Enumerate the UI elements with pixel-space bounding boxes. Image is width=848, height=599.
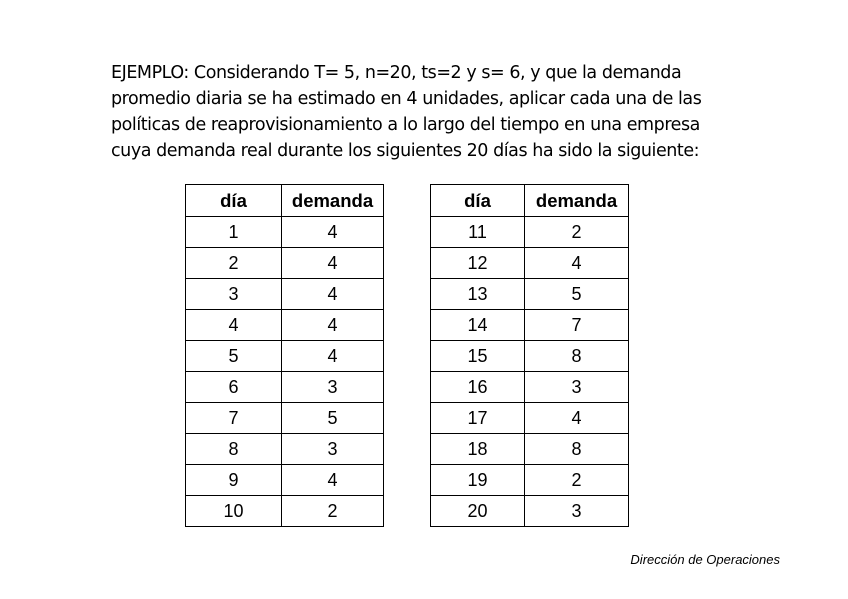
day-cell: 5 [186, 341, 282, 372]
demand-cell: 4 [282, 465, 384, 496]
table-row [186, 465, 384, 496]
demand-cell: 3 [282, 372, 384, 403]
table-row [431, 341, 629, 372]
demand-cell: 8 [525, 341, 629, 372]
statement-line: promedio diaria se ha estimado en 4 unidades, aplicar cada una de las [111, 89, 702, 109]
statement-line: cuya demanda real durante los siguientes 20 días ha sido la siguiente: [111, 141, 700, 161]
table-row [431, 434, 629, 465]
table-row [431, 217, 629, 248]
demand-cell: 8 [525, 434, 629, 465]
table-row [186, 248, 384, 279]
day-cell: 2 [186, 248, 282, 279]
table-row [431, 279, 629, 310]
table-header-row [186, 185, 384, 217]
statement-line: EJEMPLO: Considerando T= 5, n=20, ts=2 y s= 6, y que la demanda [111, 63, 682, 83]
day-cell: 18 [431, 434, 525, 465]
demand-cell: 4 [282, 217, 384, 248]
day-cell: 14 [431, 310, 525, 341]
demand-cell: 4 [525, 248, 629, 279]
demand-cell: 7 [525, 310, 629, 341]
table-row [431, 403, 629, 434]
demand-table-days-1-10 [185, 184, 384, 527]
demand-cell: 2 [525, 465, 629, 496]
demand-cell: 3 [525, 496, 629, 527]
day-cell: 19 [431, 465, 525, 496]
demand-cell: 3 [282, 434, 384, 465]
demand-cell: 2 [525, 217, 629, 248]
day-cell: 3 [186, 279, 282, 310]
table-row [431, 310, 629, 341]
demand-cell: 4 [282, 341, 384, 372]
demand-cell: 4 [282, 310, 384, 341]
table-row [186, 434, 384, 465]
header-day: día [186, 185, 282, 217]
header-demand: demanda [525, 185, 629, 217]
day-cell: 13 [431, 279, 525, 310]
table-row [431, 465, 629, 496]
header-demand: demanda [282, 185, 384, 217]
demand-table-days-11-20 [430, 184, 629, 527]
table-row [186, 310, 384, 341]
demand-cell: 5 [525, 279, 629, 310]
day-cell: 10 [186, 496, 282, 527]
day-cell: 1 [186, 217, 282, 248]
table-row [186, 341, 384, 372]
table-row [186, 279, 384, 310]
day-cell: 15 [431, 341, 525, 372]
demand-cell: 4 [282, 248, 384, 279]
day-cell: 11 [431, 217, 525, 248]
day-cell: 6 [186, 372, 282, 403]
day-cell: 9 [186, 465, 282, 496]
day-cell: 20 [431, 496, 525, 527]
demand-cell: 4 [282, 279, 384, 310]
day-cell: 4 [186, 310, 282, 341]
day-cell: 8 [186, 434, 282, 465]
table-header-row [431, 185, 629, 217]
demand-cell: 3 [525, 372, 629, 403]
header-day: día [431, 185, 525, 217]
day-cell: 17 [431, 403, 525, 434]
table-row [186, 217, 384, 248]
table-row [186, 403, 384, 434]
problem-statement [111, 60, 771, 164]
table-row [186, 372, 384, 403]
day-cell: 12 [431, 248, 525, 279]
table-row [431, 496, 629, 527]
table-row [431, 372, 629, 403]
day-cell: 16 [431, 372, 525, 403]
demand-cell: 4 [525, 403, 629, 434]
day-cell: 7 [186, 403, 282, 434]
table-row [186, 496, 384, 527]
demand-cell: 5 [282, 403, 384, 434]
footer-caption: Dirección de Operaciones [630, 552, 780, 567]
statement-line: políticas de reaprovisionamiento a lo largo del tiempo en una empresa [111, 115, 700, 135]
demand-cell: 2 [282, 496, 384, 527]
table-row [431, 248, 629, 279]
